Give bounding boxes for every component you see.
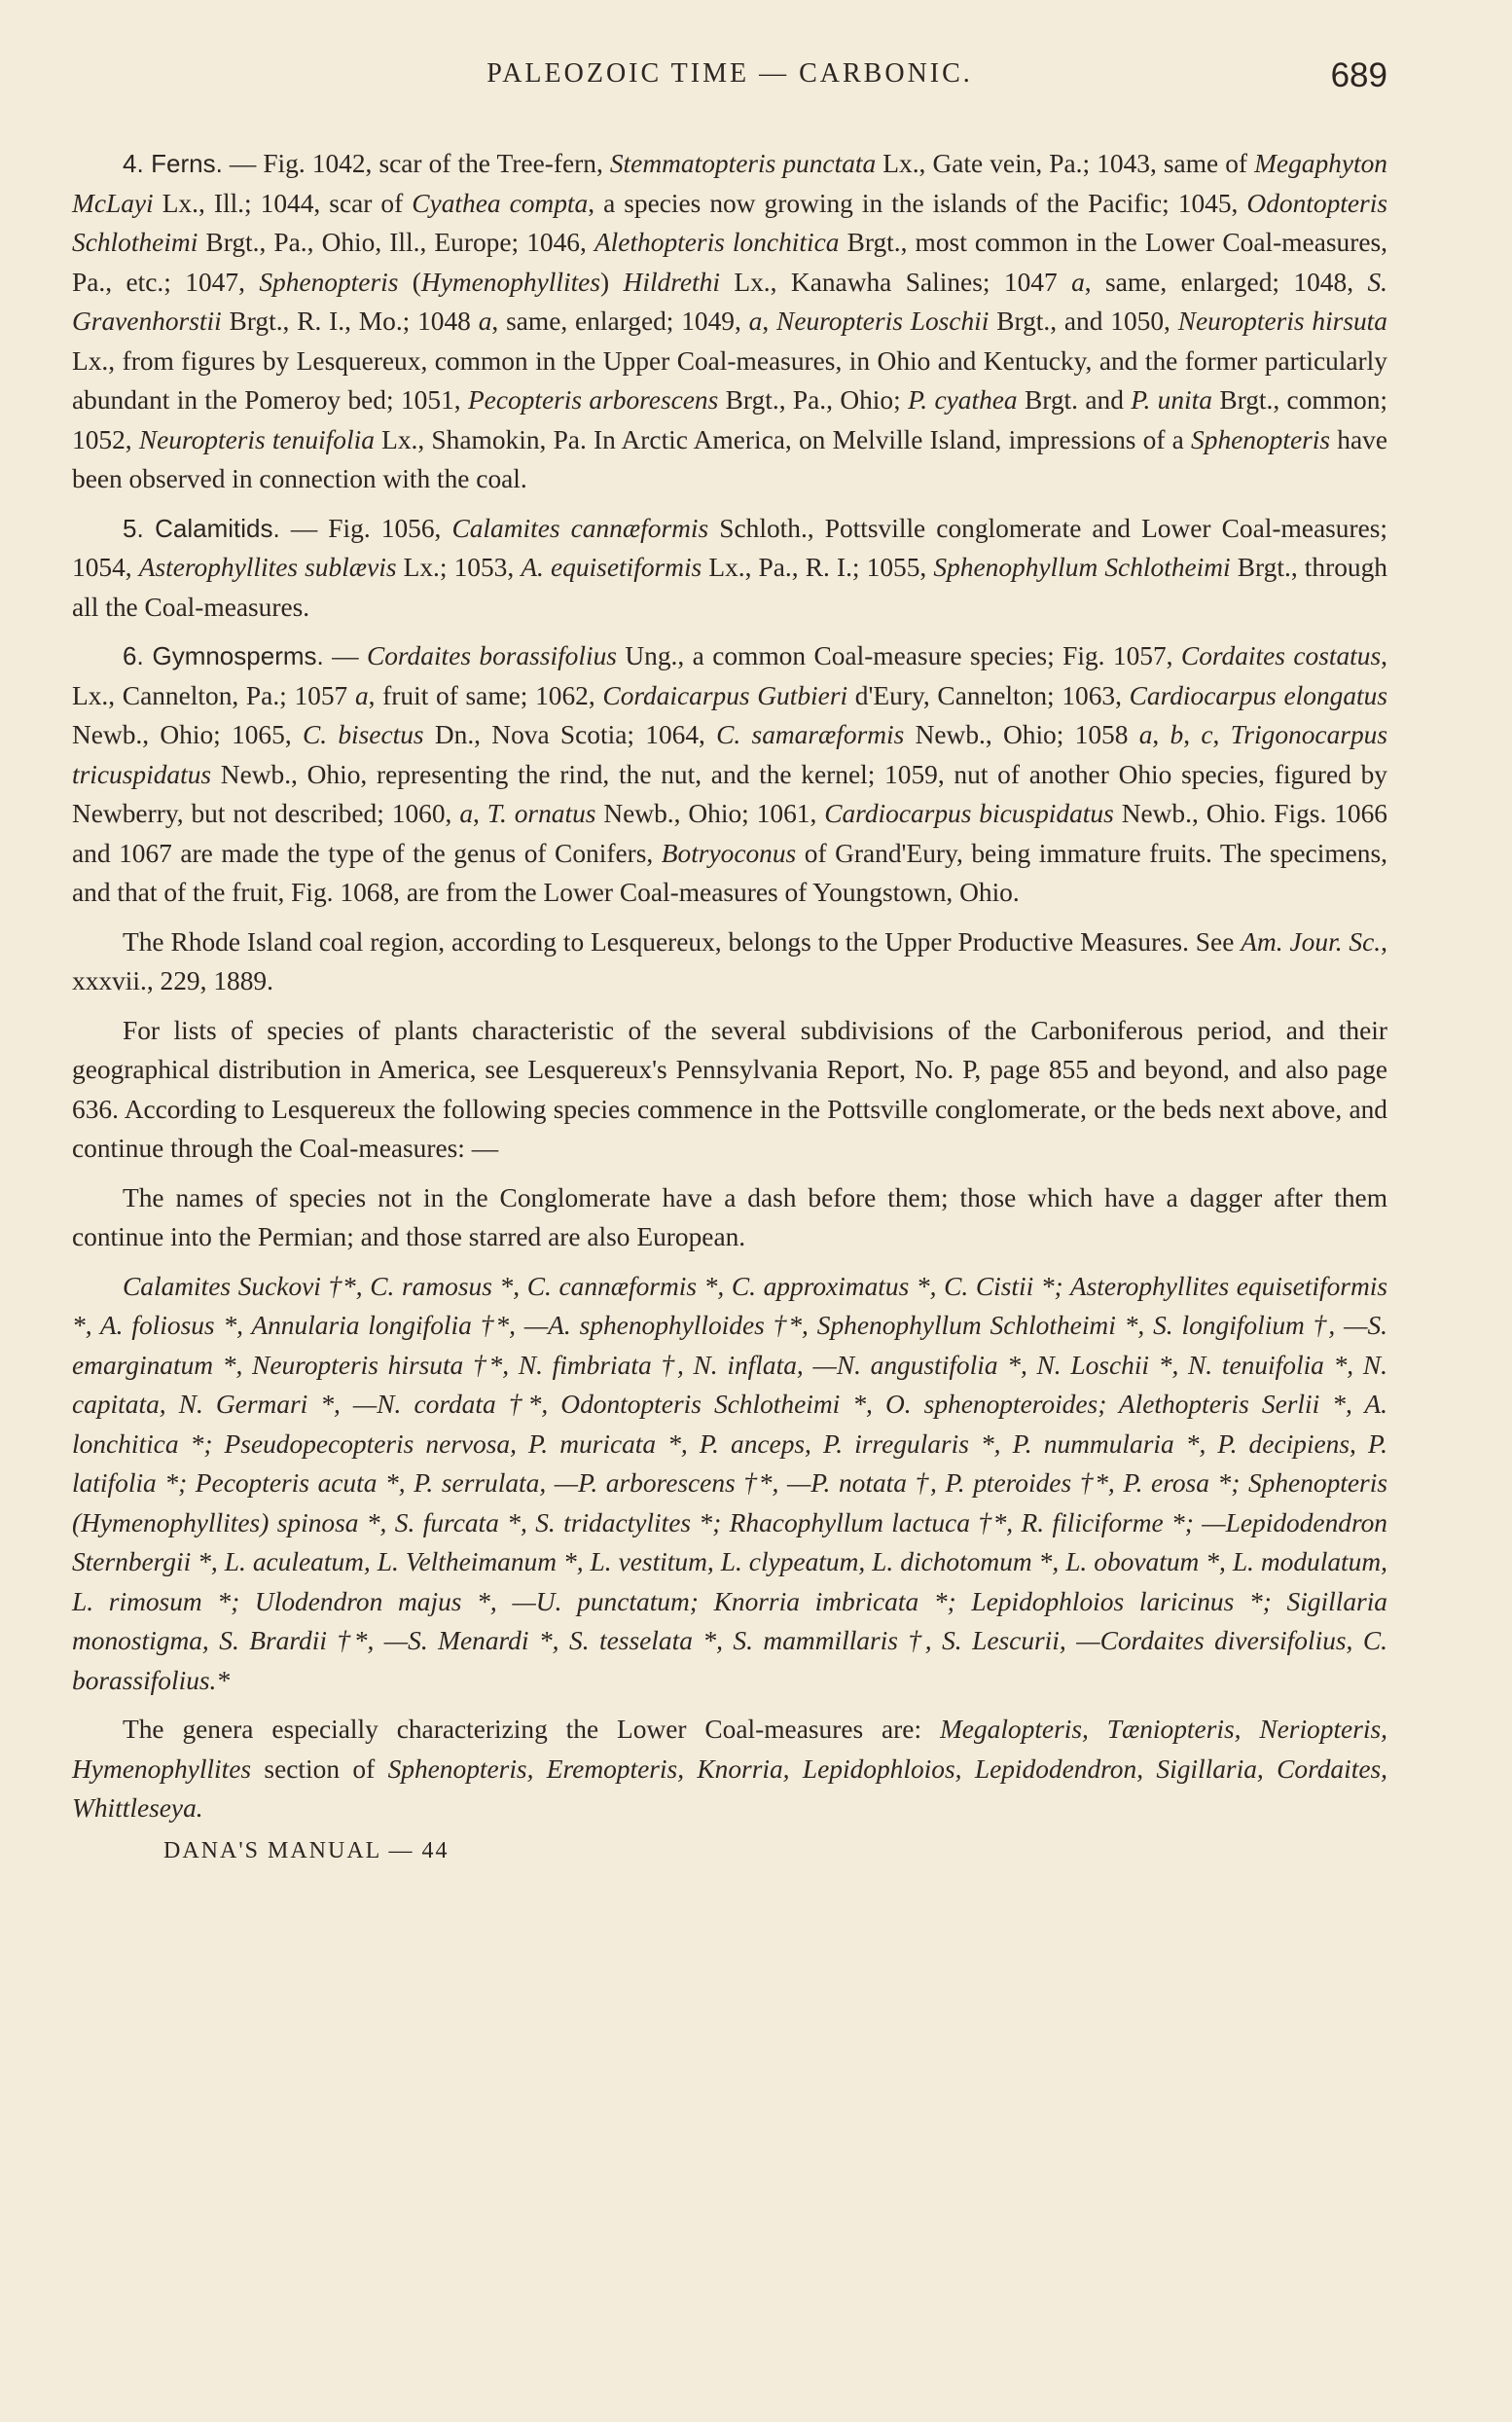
section-text bbox=[72, 641, 1387, 907]
italic-run: Cardiocarpus bicuspidatus bbox=[824, 799, 1114, 828]
section-heading: 6. Gymnosperms. bbox=[123, 641, 324, 670]
text-run: , Lx., Cannelton, Pa.; 1057 bbox=[72, 641, 1388, 710]
text-run: ) bbox=[600, 267, 624, 297]
paragraph-species-lists bbox=[72, 1011, 1387, 1169]
text-run: , bbox=[762, 307, 777, 336]
italic-run: S. Gravenhorstii bbox=[72, 267, 1387, 336]
italic-run: Cordaicarpus Gutbieri bbox=[602, 680, 848, 710]
text-run: , same, enlarged; 1048, bbox=[1084, 267, 1368, 297]
section-gymnosperms bbox=[72, 636, 1387, 913]
italic-run: Calamites cannæformis bbox=[451, 513, 709, 543]
text-run: Brgt., Pa., Ohio, Ill., Europe; 1046, bbox=[198, 228, 594, 257]
italic-run: Cordaites costatus bbox=[1180, 641, 1382, 670]
text-run: Newb., Ohio, representing the rind, the nut, and the kernel; 1059, nut of another Ohio species, figured by Newberry, but not described; 1060, bbox=[72, 759, 1387, 828]
italic-run: P. cyathea bbox=[908, 385, 1018, 415]
text-run: Dn., Nova Scotia; 1064, bbox=[423, 720, 717, 749]
italic-run: Megaphyton McLayi bbox=[72, 149, 1388, 218]
italic-run: Pecopteris arborescens bbox=[467, 385, 719, 415]
italic-run: Botryoconus bbox=[661, 838, 797, 868]
section-heading: 4. Ferns. bbox=[123, 149, 223, 178]
italic-run: a bbox=[478, 307, 492, 336]
text-run: have been observed in connection with the coal. bbox=[72, 424, 1387, 493]
text-run: , bbox=[1183, 720, 1202, 749]
text-run: Lx., Kanawha Salines; 1047 bbox=[719, 267, 1072, 297]
italic-run: P. unita bbox=[1131, 385, 1212, 415]
text-run: Brgt., most common in the Lower Coal-measures, Pa., etc.; 1047, bbox=[72, 228, 1388, 297]
text-run: Lx.; 1053, bbox=[396, 553, 522, 582]
text-run: Lx., Gate vein, Pa.; 1043, same of bbox=[876, 149, 1255, 178]
italic-run: Sphenophyllum Schlotheimi bbox=[933, 553, 1231, 582]
italic-run: Neuropteris tenuifolia bbox=[138, 424, 375, 454]
text-run: Brgt., common; 1052, bbox=[72, 385, 1388, 454]
italic-run: Hymenophyllites bbox=[420, 267, 600, 297]
italic-run: Odontopteris Schlotheimi bbox=[72, 188, 1387, 257]
italic-run: Megalopteris, Tæniopteris, Neriopteris, Hymenophyllites bbox=[72, 1715, 1387, 1784]
text-run: Newb., Ohio. Figs. 1066 and 1067 are made the type of the genus of Conifers, bbox=[72, 799, 1387, 868]
italic-run: Cardiocarpus elongatus bbox=[1129, 680, 1387, 710]
italic-run: C. samaræformis bbox=[716, 720, 905, 749]
section-text bbox=[72, 149, 1387, 493]
text-run: , bbox=[473, 799, 487, 828]
text-run: The genera especially characterizing the Lower Coal-measures are: bbox=[123, 1715, 940, 1744]
paragraph-closing bbox=[72, 1710, 1387, 1828]
page-number: 689 bbox=[1330, 56, 1387, 94]
paragraph-text bbox=[72, 1016, 1387, 1164]
text-run: , xxxvii., 229, 1889. bbox=[72, 926, 1387, 995]
species-list bbox=[72, 1267, 1387, 1701]
italic-run: Asterophyllites sublævis bbox=[138, 553, 397, 582]
section-heading: 5. Calamitids. bbox=[123, 513, 280, 543]
page-body bbox=[72, 144, 1387, 1864]
text-run: Brgt. and bbox=[1017, 385, 1132, 415]
text-run: Schloth., Pottsville conglomerate and Lower Coal-measures; 1054, bbox=[72, 513, 1388, 582]
paragraph-text bbox=[72, 1183, 1387, 1252]
italic-run: a bbox=[748, 307, 763, 336]
text-run: Ung., a common Coal-measure species; Fig. 1057, bbox=[616, 641, 1181, 670]
species-list-text: Calamites Suckovi †*, C. ramosus *, C. cannæformis *, C. approximatus *, C. Cistii *; Asterophyllites equisetiformis *, A. foliosus *, Annularia longifolia †*, —A. sphenophylloides †*, Sphenophyllum Schlotheimi *, S. longifolium †, —S. emarginatum *, Neuropteris hirsuta †*, N. fimbriata †, N. inflata, —N. angustifolia *, N. Loschii *, N. tenuifolia *, N. capitata, N. Germari *, —N. cordata †*, Odontopteris Schlotheimi *, O. sphenopteroides; Alethopteris Serlii *, A. lonchitica *; Pseudopecopteris nervosa, P. muricata *, P. anceps, P. irregularis *, P. nummularia *, P. decipiens, P. latifolia *; Pecopteris acuta *, P. serrulata, —P. arborescens †*, —P. notata †, P. pteroides †*, P. erosa *; Sphenopteris (Hymenophyllites) spinosa *, S. furcata *, S. tridactylites *; Rhacophyllum lactuca †*, R. filiciforme *; —Lepidodendron Sternbergii *, L. aculeatum, L. Veltheimanum *, L. vestitum, L. clypeatum, L. dichotomum *, L. obovatum *, L. modulatum, L. rimosum *; Ulodendron majus *, —U. punctatum; Knorria imbricata *; Lepidophloios laricinus *; Sigillaria monostigma, S. Brardii †*, —S. Menardi *, S. tesselata *, S. mammillaris †, S. Lescurii, —Cordaites diversifolius, C. borassifolius.* bbox=[72, 1271, 1387, 1695]
italic-run: a bbox=[354, 680, 369, 710]
paragraph-text bbox=[72, 927, 1387, 996]
italic-run: a bbox=[459, 799, 474, 828]
italic-run: A. equisetiformis bbox=[521, 553, 702, 582]
text-run: ( bbox=[398, 267, 421, 297]
italic-run: c bbox=[1201, 720, 1213, 749]
italic-run: Sphenopteris, Eremopteris, Knorria, Lepidophloios, Lepidodendron, Sigillaria, Cordaites, Whittleseya. bbox=[72, 1753, 1387, 1823]
italic-run: C. bisectus bbox=[302, 720, 424, 749]
italic-run: a bbox=[1138, 720, 1153, 749]
text-run: , bbox=[1152, 720, 1170, 749]
italic-run: Neuropteris hirsuta bbox=[1177, 307, 1387, 336]
text-run: — Fig. 1042, scar of the Tree-fern, bbox=[222, 149, 610, 178]
paragraph-text bbox=[72, 1715, 1387, 1823]
italic-run: Hildrethi bbox=[623, 267, 720, 297]
text-run: Brgt., and 1050, bbox=[989, 307, 1178, 336]
running-head bbox=[72, 51, 1387, 109]
text-run: Brgt., R. I., Mo.; 1048 bbox=[221, 307, 479, 336]
text-run: d'Eury, Cannelton; 1063, bbox=[847, 680, 1130, 710]
italic-run: T. ornatus bbox=[486, 799, 596, 828]
text-run: section of bbox=[251, 1753, 388, 1784]
text-run: — bbox=[323, 641, 367, 670]
italic-run: Sphenopteris bbox=[1191, 424, 1331, 454]
text-run: , same, enlarged; 1049, bbox=[491, 307, 749, 336]
italic-run: Cyathea compta bbox=[412, 188, 589, 218]
text-run: Lx., Ill.; 1044, scar of bbox=[153, 188, 413, 218]
text-run: , fruit of same; 1062, bbox=[368, 680, 603, 710]
paragraph-key bbox=[72, 1178, 1387, 1257]
text-run: Lx., Shamokin, Pa. In Arctic America, on Melville Island, impressions of a bbox=[374, 424, 1192, 454]
paragraph-rhode-island bbox=[72, 922, 1387, 1001]
text-run: The names of species not in the Conglomerate have a dash before them; those which have a dagger after them continue into the Permian; and those starred are also European. bbox=[72, 1182, 1387, 1251]
running-title: PALEOZOIC TIME — CARBONIC. bbox=[486, 58, 973, 89]
italic-run: Trigonocarpus tricuspidatus bbox=[72, 720, 1387, 789]
italic-run: a bbox=[1071, 267, 1085, 297]
text-run: Lx., Pa., R. I.; 1055, bbox=[702, 553, 934, 582]
text-run: The Rhode Island coal region, according to Lesquereux, belongs to the Upper Productive Measures. See bbox=[123, 926, 1242, 957]
section-ferns bbox=[72, 144, 1387, 499]
text-run: , bbox=[1212, 720, 1231, 749]
italic-run: b bbox=[1170, 720, 1184, 749]
italic-run: Am. Jour. Sc. bbox=[1241, 926, 1382, 957]
italic-run: Stemmatopteris punctata bbox=[609, 149, 877, 178]
text-run: of Grand'Eury, being immature fruits. The specimens, and that of the fruit, Fig. 1068, are from the Lower Coal-measures of Youngstown, Ohio. bbox=[72, 838, 1387, 907]
text-run: — Fig. 1056, bbox=[279, 513, 452, 543]
signature-mark: DANA'S MANUAL — 44 bbox=[163, 1837, 450, 1863]
text-run: Newb., Ohio; 1065, bbox=[72, 720, 303, 749]
text-run: Lx., from figures by Lesquereux, common in the Upper Coal-measures, in Ohio and Kentucky, and the former particularly abundant in the Pomeroy bed; 1051, bbox=[72, 345, 1387, 415]
section-calamitids bbox=[72, 509, 1387, 628]
text-run: For lists of species of plants characteristic of the several subdivisions of the Carboniferous period, and their geographical distribution in America, see Lesquereux's Pennsylvania Report, No. P, page 855 and beyond, and also page 636. According to Lesquereux the following species commence in the Pottsville conglomerate, or the beds next above, and continue through the Coal-measures: — bbox=[72, 1015, 1387, 1163]
text-run: Newb., Ohio; 1058 bbox=[904, 720, 1139, 749]
text-run: Brgt., through all the Coal-measures. bbox=[72, 553, 1387, 622]
text-run: Brgt., Pa., Ohio; bbox=[718, 385, 909, 415]
text-run: Newb., Ohio; 1061, bbox=[595, 799, 825, 828]
italic-run: Cordaites borassifolius bbox=[366, 641, 617, 670]
text-run: , a species now growing in the islands of the Pacific; 1045, bbox=[588, 188, 1247, 218]
italic-run: Alethopteris lonchitica bbox=[594, 228, 840, 257]
italic-run: Sphenopteris bbox=[259, 267, 399, 297]
italic-run: Neuropteris Loschii bbox=[776, 307, 990, 336]
